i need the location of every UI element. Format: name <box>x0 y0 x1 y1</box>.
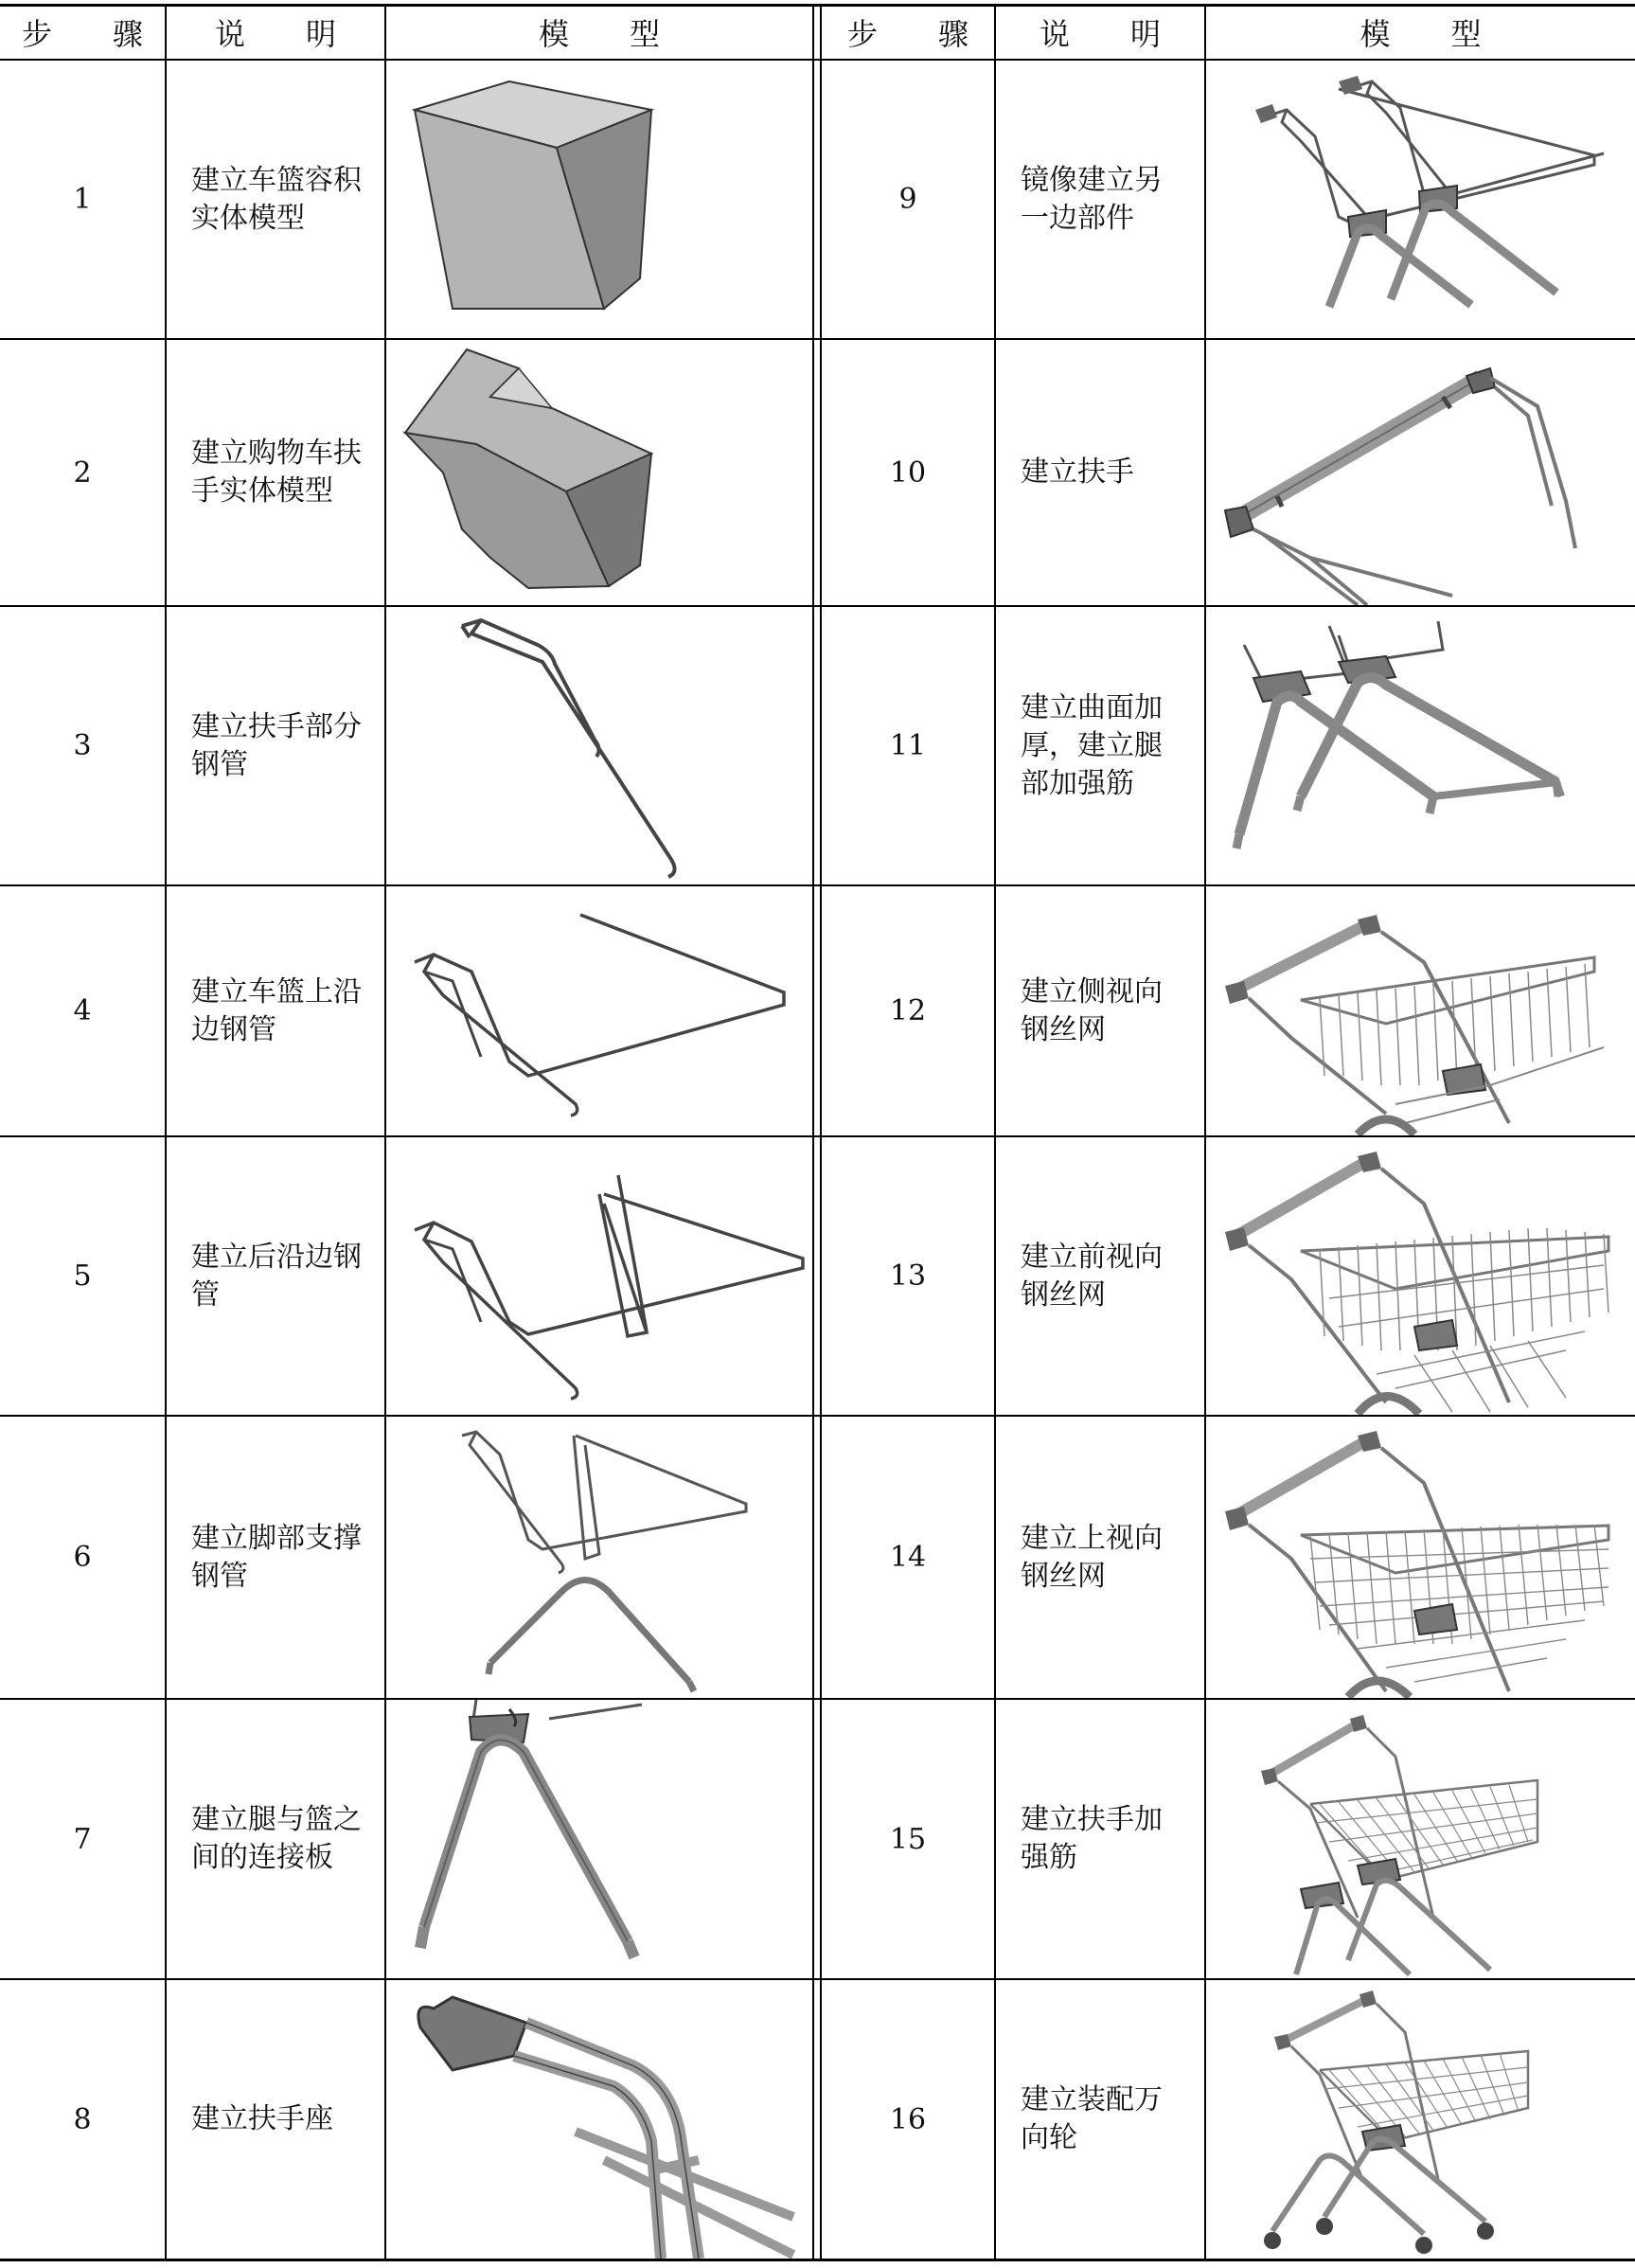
step-number: 3 <box>73 729 92 762</box>
model-upper-rim-tube-image <box>386 886 812 1135</box>
header-model-right-text: 模 型 <box>1360 16 1482 52</box>
step-number: 15 <box>889 1822 927 1856</box>
header-step-left-text: 步 骤 <box>21 16 143 52</box>
model-solid-basket-volume-image <box>386 61 812 338</box>
step-description: 镜像建立另一边部件 <box>1021 163 1163 235</box>
header-desc-right <box>996 6 1204 59</box>
step-description: 建立扶手部分钢管 <box>191 709 362 781</box>
step-description: 建立装配万向轮 <box>1021 2083 1163 2154</box>
model-handle-seat-image <box>386 1980 812 2259</box>
model-handle-ribs-image <box>1206 1700 1635 1978</box>
header-step-right <box>822 6 994 59</box>
step-number: 6 <box>73 1541 92 1574</box>
step-number: 10 <box>889 455 927 490</box>
step-number: 14 <box>889 1541 927 1574</box>
step-number: 13 <box>889 1259 927 1293</box>
header-desc-right-text: 说 明 <box>1039 16 1161 52</box>
model-handle-tube-image <box>386 607 812 884</box>
model-leg-connector-plate-image <box>386 1700 812 1978</box>
header-desc-left <box>167 6 384 59</box>
step-description: 建立腿与篮之间的连接板 <box>191 1803 362 1874</box>
model-handlebar-image <box>1206 340 1635 605</box>
step-description: 建立扶手 <box>1021 455 1134 489</box>
step-number: 5 <box>73 1259 92 1293</box>
step-description: 建立脚部支撑钢管 <box>191 1521 362 1593</box>
step-number: 1 <box>73 183 92 216</box>
header-desc-left-text: 说 明 <box>214 16 336 52</box>
model-top-wire-mesh-image <box>1206 1417 1635 1698</box>
step-description: 建立前视向钢丝网 <box>1021 1240 1163 1312</box>
model-legs-reinforced-image <box>1206 607 1635 884</box>
model-rear-rim-tube-image <box>386 1137 812 1415</box>
step-number: 16 <box>889 2102 927 2136</box>
step-description: 建立侧视向钢丝网 <box>1021 974 1163 1046</box>
step-description: 建立上视向钢丝网 <box>1021 1521 1163 1593</box>
step-description: 建立后沿边钢管 <box>191 1240 362 1312</box>
step-number: 2 <box>73 455 92 490</box>
step-description: 建立车篮上沿边钢管 <box>191 974 362 1046</box>
col-rule-mid-a <box>812 4 814 2261</box>
step-description: 建立扶手座 <box>191 2102 333 2135</box>
header-model-left <box>386 6 812 59</box>
model-side-wire-mesh-image <box>1206 886 1635 1135</box>
step-description: 建立购物车扶手实体模型 <box>191 437 362 508</box>
rule-bottom <box>0 2259 1635 2261</box>
header-model-right <box>1206 6 1635 59</box>
step-number: 7 <box>73 1822 92 1856</box>
model-casters-assembled-image <box>1206 1980 1635 2259</box>
step-description: 建立曲面加厚，建立腿部加强筋 <box>1021 690 1163 800</box>
step-number: 12 <box>889 994 927 1027</box>
header-step-left <box>0 6 165 59</box>
model-mirrored-frame-image <box>1206 61 1635 338</box>
model-front-wire-mesh-image <box>1206 1137 1635 1415</box>
step-number: 9 <box>898 183 917 216</box>
model-leg-support-tube-image <box>386 1417 812 1698</box>
header-step-right-text: 步 骤 <box>846 16 969 52</box>
step-number: 4 <box>73 994 92 1027</box>
step-number: 8 <box>73 2102 92 2136</box>
header-model-left-text: 模 型 <box>538 16 660 52</box>
step-description: 建立扶手加强筋 <box>1021 1803 1163 1874</box>
model-solid-handle-volume-image <box>386 340 812 605</box>
step-number: 11 <box>889 729 927 762</box>
step-description: 建立车篮容积实体模型 <box>191 163 362 235</box>
